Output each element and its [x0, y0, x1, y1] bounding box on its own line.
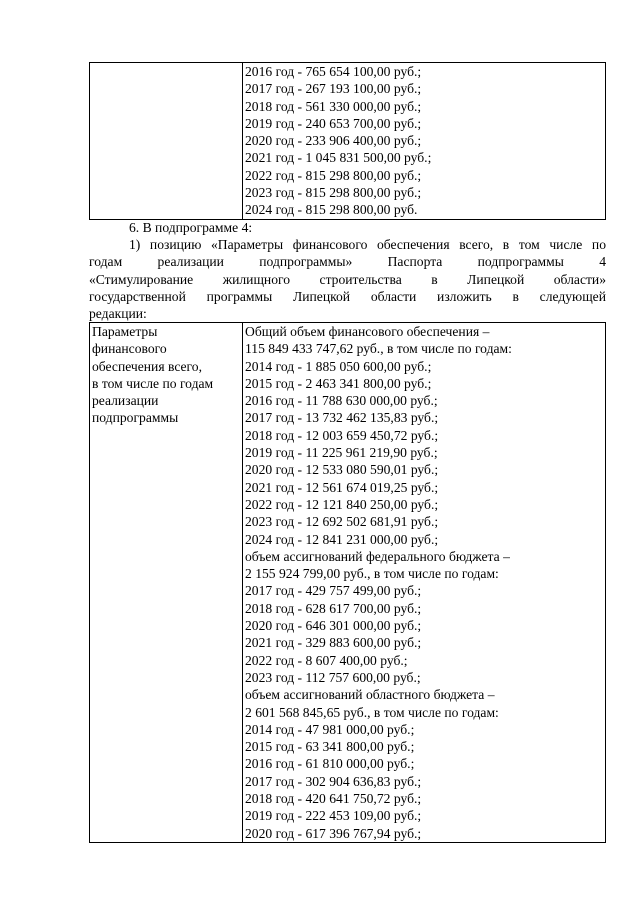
section-heading: 6. В подпрограмме 4: — [129, 220, 253, 235]
table-cell-label — [90, 323, 243, 843]
funding-line: 2015 год - 2 463 341 800,00 руб.; — [245, 375, 432, 391]
funding-line: 2017 год - 13 732 462 135,83 руб.; — [245, 410, 439, 426]
paragraph-line: «Стимулирование жилищного строительства в Липецкой области» — [89, 271, 606, 287]
funding-line: 2014 год - 1 885 050 600,00 руб.; — [245, 358, 432, 374]
label-line: финансового — [92, 341, 167, 357]
funding-line: 2015 год - 63 341 800,00 руб.; — [245, 739, 415, 755]
paragraph-line: редакции: — [89, 306, 147, 322]
funding-line: 115 849 433 747,62 руб., в том числе по годам: — [245, 341, 512, 357]
funding-line: 2017 год - 267 193 100,00 руб.; — [245, 81, 422, 97]
funding-line: 2022 год - 815 298 800,00 руб.; — [245, 167, 422, 183]
paragraph-line: 1) позицию «Параметры финансового обеспечения всего, в том числе по — [129, 237, 606, 252]
amendment-paragraph — [89, 236, 606, 322]
funding-line: 2021 год - 12 561 674 019,25 руб.; — [245, 479, 439, 495]
funding-line: 2017 год - 302 904 636,83 руб.; — [245, 773, 422, 789]
funding-line: 2018 год - 561 330 000,00 руб.; — [245, 98, 422, 114]
funding-line: 2022 год - 8 607 400,00 руб.; — [245, 652, 408, 668]
funding-line: 2020 год - 617 396 767,94 руб.; — [245, 825, 422, 841]
funding-line: 2019 год - 222 453 109,00 руб.; — [245, 808, 422, 824]
funding-line: 2014 год - 47 981 000,00 руб.; — [245, 721, 415, 737]
funding-line: 2021 год - 329 883 600,00 руб.; — [245, 635, 422, 651]
funding-line: объем ассигнований федерального бюджета – — [245, 548, 510, 564]
funding-line: 2021 год - 1 045 831 500,00 руб.; — [245, 150, 432, 166]
funding-line: 2023 год - 12 692 502 681,91 руб.; — [245, 514, 439, 530]
funding-table-continued — [89, 62, 606, 220]
label-line: в том числе по годам — [92, 375, 214, 391]
funding-line: 2016 год - 765 654 100,00 руб.; — [245, 64, 422, 79]
funding-line: 2020 год - 646 301 000,00 руб.; — [245, 618, 422, 634]
funding-line: 2023 год - 815 298 800,00 руб.; — [245, 185, 422, 201]
funding-line: 2 155 924 799,00 руб., в том числе по годам: — [245, 566, 499, 582]
funding-line: 2018 год - 12 003 659 450,72 руб.; — [245, 427, 439, 443]
label-line: обеспечения всего, — [92, 358, 202, 374]
funding-line: 2019 год - 240 653 700,00 руб.; — [245, 115, 422, 131]
table-cell-values — [243, 63, 606, 220]
funding-line: 2024 год - 815 298 800,00 руб. — [245, 202, 418, 218]
table-cell-label — [90, 63, 243, 220]
label-line: реализации — [92, 393, 159, 409]
table-cell-values — [243, 323, 606, 843]
funding-line: 2019 год - 11 225 961 219,90 руб.; — [245, 445, 438, 461]
funding-line: объем ассигнований областного бюджета – — [245, 687, 495, 703]
funding-line: 2016 год - 11 788 630 000,00 руб.; — [245, 393, 438, 409]
funding-line: 2022 год - 12 121 840 250,00 руб.; — [245, 496, 439, 512]
funding-line: 2023 год - 112 757 600,00 руб.; — [245, 669, 421, 685]
paragraph-line: годам реализации подпрограммы» Паспорта подпрограммы 4 — [89, 254, 606, 270]
funding-line: 2024 год - 12 841 231 000,00 руб.; — [245, 531, 439, 547]
table-row — [90, 323, 606, 843]
paragraph-line: государственной программы Липецкой области изложить в следующей — [89, 288, 606, 304]
label-line: подпрограммы — [92, 410, 179, 426]
label-line: Параметры — [92, 324, 158, 339]
funding-line: Общий объем финансового обеспечения – — [245, 324, 490, 339]
funding-line: 2018 год - 420 641 750,72 руб.; — [245, 791, 422, 807]
funding-line: 2016 год - 61 810 000,00 руб.; — [245, 756, 415, 772]
funding-line: 2020 год - 233 906 400,00 руб.; — [245, 133, 422, 149]
funding-line: 2020 год - 12 533 080 590,01 руб.; — [245, 462, 439, 478]
funding-line: 2018 год - 628 617 700,00 руб.; — [245, 600, 422, 616]
funding-parameters-table — [89, 322, 606, 843]
table-row — [90, 63, 606, 220]
funding-line: 2 601 568 845,65 руб., в том числе по годам: — [245, 704, 499, 720]
funding-line: 2017 год - 429 757 499,00 руб.; — [245, 583, 422, 599]
